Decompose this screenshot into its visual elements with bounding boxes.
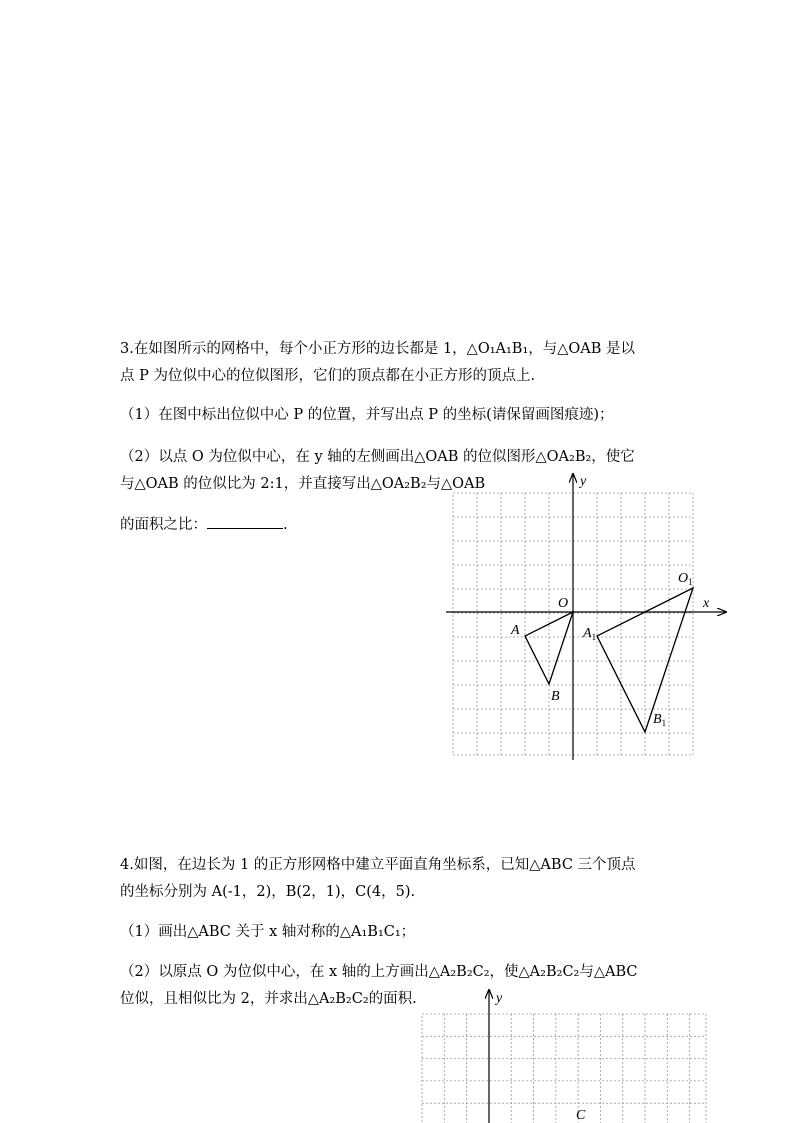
label-b1-sub: 1 [661,718,667,728]
p3-line5: 与△OAB 的位似比为 2:1，并直接写出△OA₂B₂与△OAB [120,476,486,492]
label-a1-letter: A [583,626,592,641]
label-a1-sub: 1 [591,632,597,642]
p3-line6-period: . [283,517,288,533]
fig2-label-c: C [576,1108,586,1123]
label-b: B [551,689,560,704]
label-a1 [582,626,596,642]
p4-line1: 4.如图，在边长为 1 的正方形网格中建立平面直角坐标系，已知△ABC 三个顶点 [120,857,636,873]
label-o1-letter: O [678,571,689,586]
p4-line3: （1）画出△ABC 关于 x 轴对称的△A₁B₁C₁； [120,924,416,940]
fig2-grid [422,1014,706,1123]
fig2-y-label: y [496,991,503,1006]
fig1-y-label: y [580,474,587,489]
p3-line6-text: 的面积之比： [120,517,207,533]
label-b1-letter: B [653,712,662,727]
label-a: A [511,623,520,638]
p3-line4: （2）以点 O 为位似中心，在 y 轴的左侧画出△OAB 的位似图形△OA₂B₂，使它 [120,449,635,465]
p3-line1: 3.在如图所示的网格中，每个小正方形的边长都是 1，△O₁A₁B₁，与△OAB 是以 [120,341,636,357]
label-b1 [653,712,666,728]
fig1-x-label: x [703,596,710,611]
label-o1-sub: 1 [688,577,693,587]
p4-line4: （2）以原点 O 为位似中心，在 x 轴的上方画出△A₂B₂C₂，使△A₂B₂C₂与△ABC [120,964,638,980]
label-o: O [558,596,569,611]
p3-line2: 点 P 为位似中心的位似图形，它们的顶点都在小正方形的顶点上. [120,368,536,384]
p4-line2: 的坐标分别为 A(-1，2)，B(2，1)，C(4，5). [120,884,416,900]
p4-line5: 位似，且相似比为 2，并求出△A₂B₂C₂的面积. [120,991,417,1007]
p3-line3: （1）在图中标出位似中心 P 的位置，并写出点 P 的坐标(请保留画图痕迹)； [120,407,614,423]
label-o1 [678,571,693,587]
